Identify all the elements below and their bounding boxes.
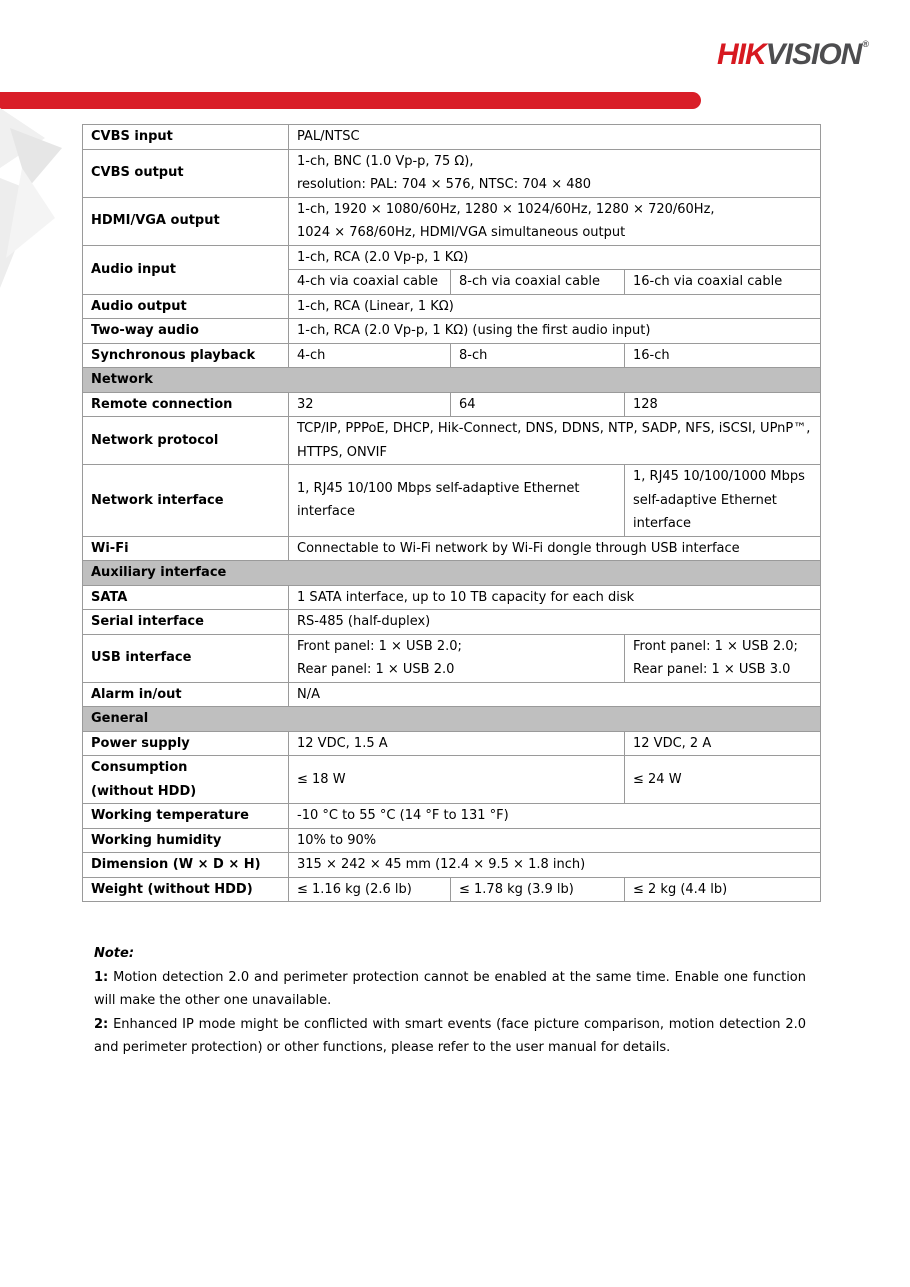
value-line: 1-ch, BNC (1.0 Vp-p, 75 Ω),: [297, 153, 474, 169]
row-label: Alarm in/out: [83, 682, 289, 707]
row-value: 10% to 90%: [289, 828, 821, 853]
row-value: 1 SATA interface, up to 10 TB capacity for each disk: [289, 585, 821, 610]
row-label: Weight (without HDD): [83, 877, 289, 902]
row-label: [83, 756, 289, 804]
row-label: Audio input: [83, 245, 289, 294]
notes-section: [94, 942, 806, 1060]
note-number: 2:: [94, 1016, 109, 1032]
row-label: Serial interface: [83, 610, 289, 635]
value-line: 1024 × 768/60Hz, HDMI/VGA simultaneous output: [297, 225, 626, 240]
row-value: ≤ 1.78 kg (3.9 lb): [451, 877, 625, 902]
row-value: 4-ch: [289, 343, 451, 368]
row-value: [289, 634, 625, 682]
row-value: [625, 465, 821, 537]
row-value: [289, 417, 821, 465]
table-row: [83, 610, 821, 635]
row-label: CVBS input: [83, 125, 289, 150]
table-row: [83, 585, 821, 610]
note-item: [94, 1013, 806, 1060]
row-value: [289, 465, 625, 537]
value-line: interface: [633, 516, 691, 531]
row-label: Network interface: [83, 465, 289, 537]
row-label: Wi-Fi: [83, 536, 289, 561]
table-row: [83, 877, 821, 902]
value-line: 1, RJ45 10/100 Mbps self-adaptive Ethernet: [297, 480, 580, 496]
decorative-shards: [0, 108, 70, 293]
label-line: Consumption: [91, 760, 188, 775]
row-value: 315 × 242 × 45 mm (12.4 × 9.5 × 1.8 inch): [289, 853, 821, 878]
row-value: 8-ch: [451, 343, 625, 368]
section-header-row: [83, 368, 821, 393]
row-label: Remote connection: [83, 392, 289, 417]
table-row: [83, 634, 821, 682]
table-row: [83, 392, 821, 417]
row-value: ≤ 18 W: [289, 756, 625, 804]
row-label: SATA: [83, 585, 289, 610]
registered-mark: ®: [862, 39, 868, 49]
note-text: Enhanced IP mode might be conflicted with smart events (face picture comparison, motion detection 2.0 and perimeter protection) or other functions, please refer to the user manual for details.: [94, 1016, 806, 1055]
section-header-row: [83, 561, 821, 586]
row-value: 1-ch, RCA (2.0 Vp-p, 1 KΩ) (using the first audio input): [289, 319, 821, 344]
row-value: 16-ch via coaxial cable: [625, 270, 821, 295]
section-title: Auxiliary interface: [83, 561, 821, 586]
row-label: USB interface: [83, 634, 289, 682]
row-value: ≤ 1.16 kg (2.6 lb): [289, 877, 451, 902]
value-line: 1-ch, 1920 × 1080/60Hz, 1280 × 1024/60Hz, 1280 × 720/60Hz,: [297, 201, 715, 217]
row-value: N/A: [289, 682, 821, 707]
row-value: 8-ch via coaxial cable: [451, 270, 625, 295]
value-line: interface: [297, 504, 355, 520]
row-value: 128: [625, 392, 821, 417]
table-row: [83, 319, 821, 344]
note-item: [94, 966, 806, 1013]
row-value: 64: [451, 392, 625, 417]
row-value: 1-ch, RCA (2.0 Vp-p, 1 KΩ): [289, 245, 821, 270]
logo-hik-text: HIK: [716, 38, 766, 71]
table-row: [83, 804, 821, 829]
row-value: [289, 149, 821, 197]
table-row: [83, 682, 821, 707]
row-label: Dimension (W × D × H): [83, 853, 289, 878]
row-value: 12 VDC, 2 A: [625, 731, 821, 756]
label-line: (without HDD): [91, 783, 197, 799]
value-line: Rear panel: 1 × USB 2.0: [297, 662, 455, 677]
value-line: 1, RJ45 10/100/1000 Mbps: [633, 469, 805, 484]
row-label: Two-way audio: [83, 319, 289, 344]
row-value: 4-ch via coaxial cable: [289, 270, 451, 295]
value-line: Front panel: 1 × USB 2.0;: [633, 638, 798, 654]
note-number: 1:: [94, 969, 109, 985]
value-line: resolution: PAL: 704 × 576, NTSC: 704 × 480: [297, 177, 592, 192]
spec-table: [82, 124, 821, 902]
table-row: [83, 125, 821, 150]
value-line: self-adaptive Ethernet: [633, 492, 777, 508]
section-header-row: [83, 707, 821, 732]
table-row: [83, 417, 821, 465]
table-row: [83, 465, 821, 537]
row-value: 1-ch, RCA (Linear, 1 KΩ): [289, 294, 821, 319]
table-row: [83, 245, 821, 270]
brand-logo: [717, 40, 868, 70]
row-label: Working temperature: [83, 804, 289, 829]
note-text: Motion detection 2.0 and perimeter protection cannot be enabled at the same time. Enable one function will make the other one unavailable.: [94, 969, 807, 1008]
table-row: [83, 149, 821, 197]
row-value: PAL/NTSC: [289, 125, 821, 150]
row-label: HDMI/VGA output: [83, 197, 289, 245]
row-value: ≤ 24 W: [625, 756, 821, 804]
row-value: 32: [289, 392, 451, 417]
row-value: Connectable to Wi-Fi network by Wi-Fi dongle through USB interface: [289, 536, 821, 561]
row-value: ≤ 2 kg (4.4 lb): [625, 877, 821, 902]
header-red-bar: [0, 92, 701, 109]
value-line: HTTPS, ONVIF: [297, 444, 387, 460]
table-row: [83, 197, 821, 245]
row-label: Audio output: [83, 294, 289, 319]
value-line: TCP/IP, PPPoE, DHCP, Hik-Connect, DNS, DDNS, NTP, SADP, NFS, iSCSI, UPnP™,: [297, 421, 811, 436]
table-row: [83, 828, 821, 853]
table-row: [83, 343, 821, 368]
section-title: General: [83, 707, 821, 732]
table-row: [83, 853, 821, 878]
row-value: RS-485 (half-duplex): [289, 610, 821, 635]
row-label: Working humidity: [83, 828, 289, 853]
table-row: [83, 536, 821, 561]
value-line: Rear panel: 1 × USB 3.0: [633, 662, 791, 677]
table-row: [83, 731, 821, 756]
row-label: Power supply: [83, 731, 289, 756]
notes-title: Note:: [94, 946, 135, 961]
section-title: Network: [83, 368, 821, 393]
row-value: 16-ch: [625, 343, 821, 368]
row-label: Synchronous playback: [83, 343, 289, 368]
table-row: [83, 294, 821, 319]
logo-vision-text: VISION: [765, 38, 862, 71]
row-value: [289, 197, 821, 245]
row-value: [625, 634, 821, 682]
table-row: [83, 756, 821, 804]
row-label: CVBS output: [83, 149, 289, 197]
row-value: -10 °C to 55 °C (14 °F to 131 °F): [289, 804, 821, 829]
row-value: 12 VDC, 1.5 A: [289, 731, 625, 756]
value-line: Front panel: 1 × USB 2.0;: [297, 638, 462, 654]
row-label: Network protocol: [83, 417, 289, 465]
